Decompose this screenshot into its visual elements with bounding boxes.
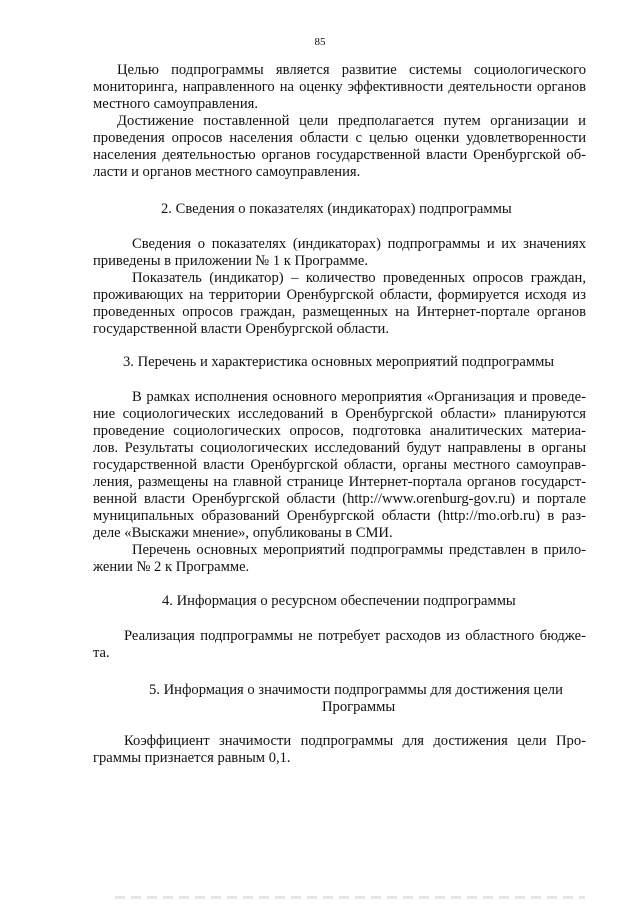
- section-2-line-5: проведенных опросов граждан, размещенных на Интернет-портале органов: [93, 304, 586, 320]
- section-3-line-3: проведение социологических опросов, подготовка аналитических материа-: [93, 423, 586, 439]
- section-2-line-2: приведены в приложении № 1 к Программе.: [93, 253, 369, 269]
- section-5-title-line-2: Программы: [322, 699, 396, 715]
- section-5-line-2: граммы признается равным 0,1.: [93, 750, 291, 766]
- section-3-line-5: государственной власти Оренбургской области, органы местного самоуправ-: [93, 457, 586, 473]
- section-3-line-1: В рамках исполнения основного мероприятия «Организация и проведе-: [132, 389, 586, 405]
- section-2-title: 2. Сведения о показателях (индикаторах) подпрограммы: [161, 201, 512, 217]
- intro-line-7: ласти и органов местного самоуправления.: [93, 164, 361, 180]
- section-5-title-line-1: 5. Информация о значимости подпрограммы для достижения цели: [149, 682, 563, 698]
- intro-line-5: проведения опросов населения области с целью оценки удовлетворенности: [93, 130, 586, 146]
- section-3-line-7: венной власти Оренбургской области (http://www.orenburg-gov.ru) и портале: [93, 491, 586, 507]
- section-2-line-4: проживающих на территории Оренбургской области, формируется исходя из: [93, 287, 586, 303]
- intro-line-2: мониторинга, направленного на оценку эффективности деятельности органов: [93, 79, 586, 95]
- section-3-line-6: ления, размещены на главной странице Интернет-портала органов государст-: [93, 474, 586, 490]
- section-3-line-4: лов. Результаты социологических исследований будут направлены в органы: [93, 440, 586, 456]
- section-3-line-11: жении № 2 к Программе.: [93, 559, 250, 575]
- section-3-line-9: деле «Выскажи мнение», опубликованы в СМИ.: [93, 525, 393, 541]
- intro-line-6: населения деятельностью органов государственной власти Оренбургской об-: [93, 147, 586, 163]
- intro-line-3: местного самоуправления.: [93, 96, 259, 112]
- section-4-line-2: та.: [93, 645, 110, 661]
- section-3-title: 3. Перечень и характеристика основных мероприятий подпрограммы: [123, 354, 555, 370]
- section-4-line-1: Реализация подпрограммы не потребует расходов из областного бюдже-: [124, 628, 586, 644]
- section-5-line-1: Коэффициент значимости подпрограммы для достижения цели Про-: [124, 733, 586, 749]
- page-number: 85: [314, 36, 326, 48]
- section-2-line-6: государственной власти Оренбургской области.: [93, 321, 390, 337]
- section-2-line-1: Сведения о показателях (индикаторах) подпрограммы и их значениях: [132, 236, 586, 252]
- scan-noise-footer: [115, 896, 585, 899]
- section-3-line-2: ние социологических исследований в Оренбургской области» планируются: [93, 406, 586, 422]
- section-3-line-10: Перечень основных мероприятий подпрограммы представлен в прило-: [132, 542, 586, 558]
- section-3-line-8: муниципальных образований Оренбургской области (http://mo.orb.ru) в раз-: [93, 508, 586, 524]
- section-4-title: 4. Информация о ресурсном обеспечении подпрограммы: [162, 593, 516, 609]
- intro-line-1: Целью подпрограммы является развитие системы социологического: [117, 62, 586, 78]
- intro-line-4: Достижение поставленной цели предполагается путем организации и: [117, 113, 586, 129]
- section-2-line-3: Показатель (индикатор) – количество проведенных опросов граждан,: [132, 270, 586, 286]
